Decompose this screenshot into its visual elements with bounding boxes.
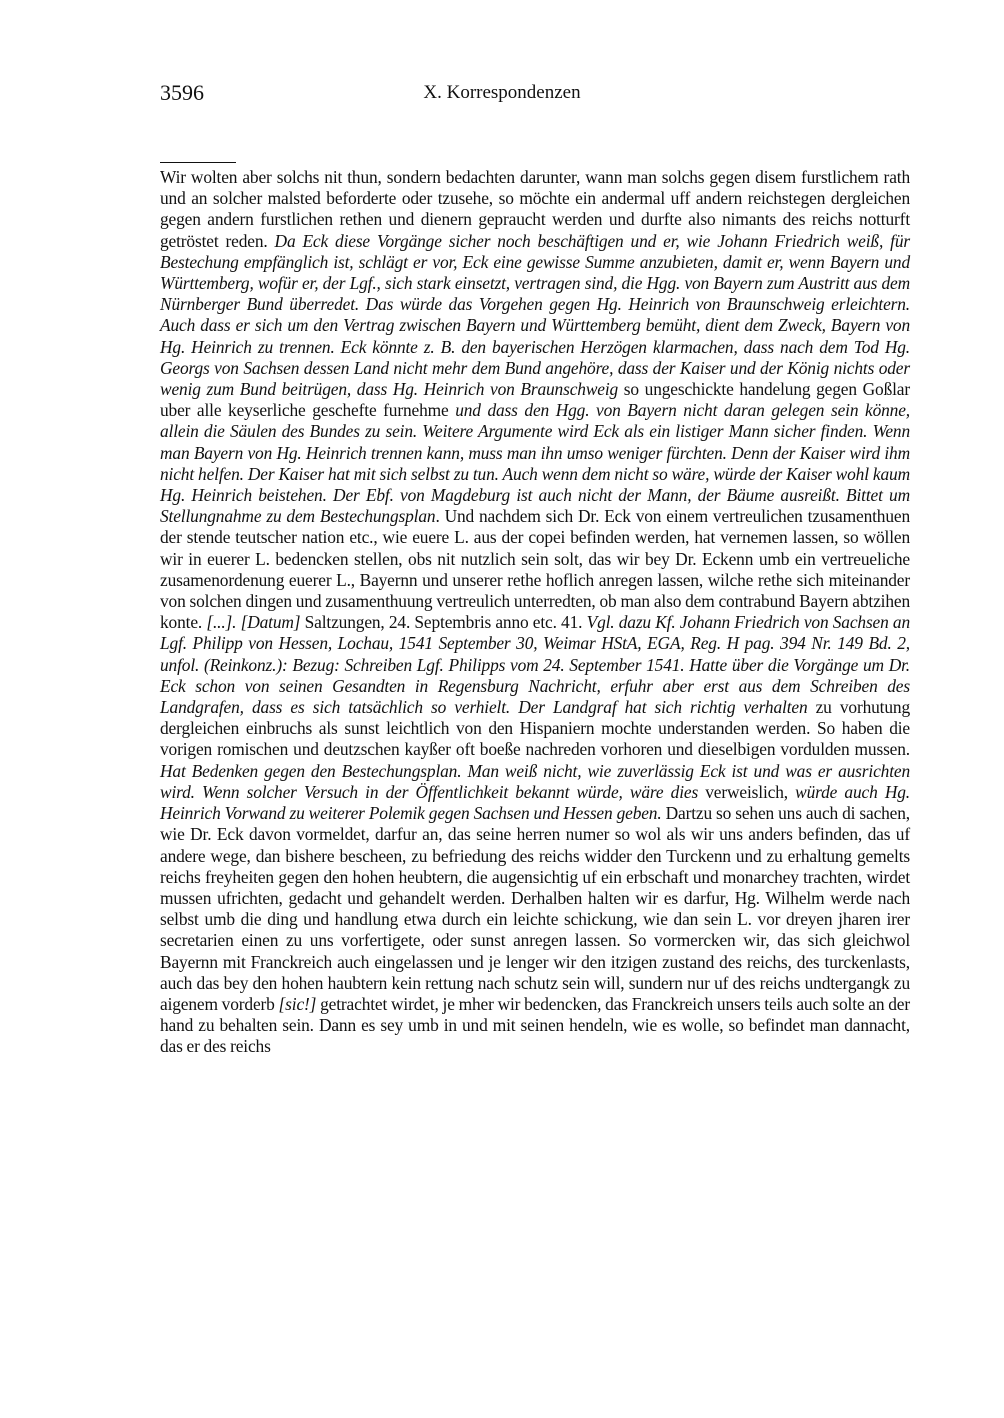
source-quotation: zu vorhutung dergleichen einbruchs als sunst leichtlich von den Hispaniern mochte understanden werden. So haben die vorigen romischen und deutzschen kayßer oft boeße nachreden vorhoren und dieselbigen vordulden mussen. bbox=[160, 697, 910, 760]
source-quotation: verweislich, bbox=[698, 781, 796, 802]
source-quotation: Dartzu so sehen uns auch di sachen, wie Dr. Eck davon vormeldet, darfur an, das seine herren numer so wol als wir uns anders befinden, das uf andere wege, dan bishere bescheen, zu befriedung des reichs widder den Turckenn und zu erhaltung gemelts reichs freyheiten gegen den hohen heubtern, die augensichtig uf ein erbschaft und monarchey trachten, wirdet mussen ufrichten, gedacht und gehandelt werden. Derhalben halten wir es darfur, Hg. Wilhelm werde nach selbst umb die ding und handlung etwa durch ein leichte schickung, wie dan sein L. vor dreyen jharen irer secretarien einen zu uns vorfertigete, oder sunst anregen lassen. So vormercken wir, das sich gleichwol Bayernn mit Franckreich auch eingelassen und je lenger wir den itzigen zustand des reichs, des turckenlasts, auch das bey den hohen haubtern kein rettung nach schutz sein will, sundern nur uf des reichs undtergangk zu aigenem vorderb bbox=[160, 803, 910, 1014]
editorial-summary: Hat Bedenken gegen den Bestechungsplan. Man weiß nicht, wie zuverlässig Eck ist und was er ausrichten wird. Wenn solcher Versuch in der Öffentlichkeit bekannt würde, wäre dies bbox=[160, 760, 910, 802]
editorial-summary: Da Eck diese Vorgänge sicher noch beschäftigen und er, wie Johann Friedrich weiß, für Bestechung empfänglich ist, schlägt er vor, Eck eine gewisse Summe anzubieten, damit er, wenn Bayern und Württemberg, wofür er, der Lgf., sich stark einsetzt, vertragen sind, die Hgg. von Bayern zum Austritt aus dem Nürnberger Bund überredet. Das würde das Vorgehen gegen Hg. Heinrich von Braunschweig erleichtern. Auch dass er sich um den Vertrag zwischen Bayern und Württemberg bemüht, dient dem Zweck, Bayern von Hg. Heinrich zu trennen. Eck könnte z. B. den bayerischen Herzögen klarmachen, dass nach dem Tod Hg. Georgs von Sachsen dessen Land nicht mehr dem Bund angehöre, dass der Kaiser und der König nichts oder wenig zum Bund beitrügen, dass Hg. Heinrich von Braunschweig bbox=[160, 230, 910, 400]
editorial-summary: und dass den Hgg. von Bayern nicht daran gelegen sein könne, allein die Säulen des Bundes zu sein. Weitere Argumente wird Eck als ein listiger Mann sicher finden. Wenn man Bayern von Hg. Heinrich trennen kann, muss man ihn umso weniger fürchten. Denn der Kaiser wird ihm nicht helfen. Der Kaiser hat mit sich selbst zu tun. Auch wenn dem nicht so wäre, würde der Kaiser wohl kaum Hg. Heinrich beistehen. Der Ebf. von Magdeburg ist auch nicht der Mann, der Bäume ausreißt. Bittet um Stellungnahme zu dem Bestechungsplan bbox=[160, 400, 910, 527]
source-quotation: so ungeschickte handelung gegen Goßlar uber alle keyserliche geschefte furnehme bbox=[160, 379, 911, 421]
footnote-text bbox=[160, 167, 910, 1058]
source-quotation: Saltzungen, 24. Septembris anno etc. 41. bbox=[300, 612, 587, 633]
editorial-summary: würde auch Hg. Heinrich Vorwand zu weiterer Polemik gegen Sachsen und Hessen geben. bbox=[160, 781, 910, 824]
source-quotation: getrachtet wirdet, je mher wir bedencken, das Franckreich unsers teils auch solte an der hand zu behalten sein. Dann es sey umb in und mit seinen hendeln, wie es wolle, so befindet man dannacht, das er des reichs bbox=[160, 993, 911, 1057]
source-quotation: Wir wolten aber solchs nit thun, sondern bedachten darunter, wann man solchs gegen disem furstlichem rath und an solcher malsted beforderte oder tzusehe, so möchte ein andermal uff andern reichstegen dergleichen gegen andern furstlichen rethen und dienern gepraucht werden und durfte also nimants des reichs notturft getröstet reden. bbox=[160, 167, 910, 251]
editorial-summary: [...]. [Datum] bbox=[206, 612, 301, 633]
editorial-summary: Vgl. dazu Kf. Johann Friedrich von Sachsen an Lgf. Philipp von Hessen, Lochau, 1541 September 30, Weimar HStA, EGA, Reg. H pag. 394 Nr. 149 Bd. 2, unfol. (Reinkonz.): Bezug: Schreiben Lgf. Philipps vom 24. September 1541. Hatte über die Vorgänge um Dr. Eck schon von seinen Gesandten in Regensburg Nachricht, erfuhr aber erst aus dem Schreiben des Landgrafen, dass es sich tatsächlich so verhielt. Der Landgraf hat sich richtig verhalten bbox=[160, 612, 910, 718]
source-quotation: . Und nachdem sich Dr. Eck von einem vertreulichen tzusamenthuen der stende teutscher nation etc., wie euere L. aus der copei befinden werden, hat vernemen lassen, so wöllen wir in euerer L. bedencken stellen, obs nit nutzlich sein solt, das wir bey Dr. Eckenn umb ein vertreueliche zusamenordenung euerer L., Bayernn und unserer rethe hoflich anregen lassen, wilche rethe sich miteinander von solchen dingen und zusamenthuung vertreulich unterredten, ob man also dem contrabund Bayern abtzihen konte. bbox=[160, 506, 910, 633]
running-head: X. Korrespondenzen bbox=[423, 82, 581, 103]
page-number: 3596 bbox=[160, 80, 204, 105]
footnote-separator bbox=[160, 162, 236, 163]
editorial-summary: [sic!] bbox=[278, 993, 317, 1014]
